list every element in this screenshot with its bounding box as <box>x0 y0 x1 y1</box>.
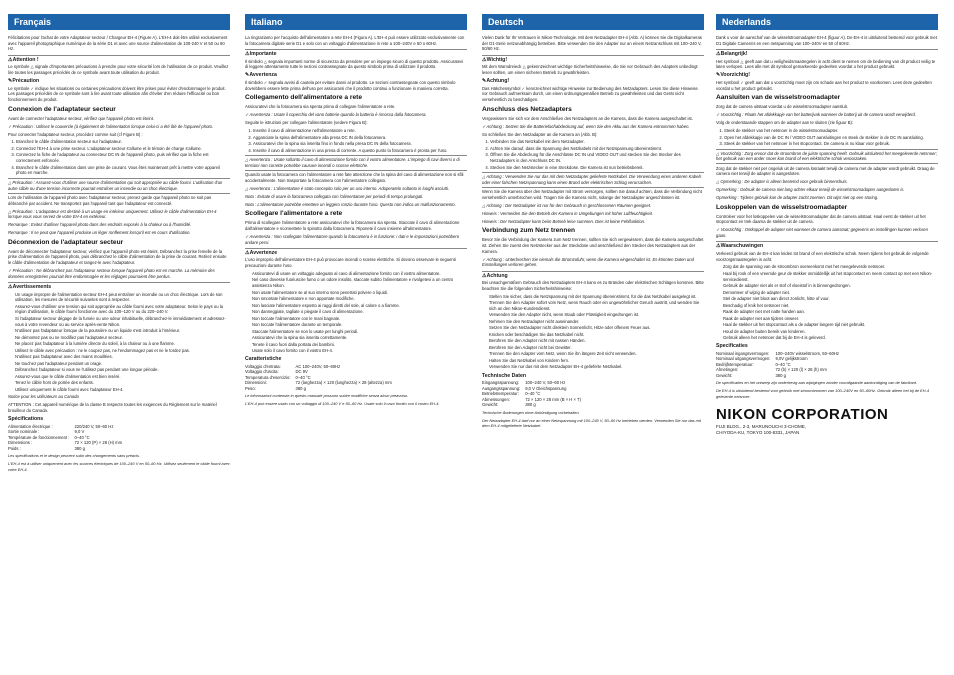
list-item: • Non lasciate l'alimentatore esposto ai raggi diretti del sole, al calore o a fiamme. <box>252 303 467 309</box>
note-text: ✓ Précaution : Ne débranchez pas l'adaptateur secteur lorsque l'appareil photo est en marche. La mémoire des données enregistrées pourrait être endommagée et les réglages pourraient être perdus. <box>8 268 215 279</box>
body-paragraph: Controleer voor het loskoppelen van de wisselstroomadapter dat de camera uitstaat. Haal eerst de stekker uit het stopcontact en trek daarna de stekker uit de camera. <box>716 213 926 225</box>
list-item: • Setzen Sie den Netzadapter nicht direktem Sonnenlicht, Hitze oder offenem Feuer aus. <box>489 325 704 331</box>
list-item: 4. Branchez le câble d'alimentation dans une prise de courant. Vous êtes maintenant prêt à mettre votre appareil photo en marche. <box>16 165 230 176</box>
list-item: 1. Steek de stekker van het netsnoer in de wisselstroomadapter. <box>724 128 938 134</box>
spec-label: Alimentation électrique : <box>8 423 53 429</box>
body-paragraph: Das Häkchensymbol ✓ kennzeichnet wichtige Hinweise zur Bedienung des Netzadapters. Lesen Sie diese Hinweise vor Gebrauch aufmerksam durch, um einen ordnungsgemäßen Betrieb zu gewährleisten und das Gerät nicht versehentlich zu beschädigen. <box>482 85 698 103</box>
warning-heading: ⚠ Attention ! <box>8 55 230 64</box>
list-item: • Utilisez uniquement le câble fourni avec l'adaptateur EH-4. <box>15 387 230 393</box>
list-item: • N'utilisez pas l'adaptateur avec des mains mouillées. <box>15 354 230 360</box>
note-text: Remarque : Il se peut que l'appareil produise un léger ronflement lorsqu'il est en cours d'utilisation. <box>8 230 191 236</box>
spec-value: 9,0 V Gleichspannung <box>525 385 567 391</box>
spec-label: Sortie nominale : <box>8 429 40 435</box>
specifications-table <box>8 424 127 452</box>
spec-label: Bedrijfstemperatuur: <box>716 361 754 367</box>
body-paragraph: Dank u voor de aanschaf van de wisselstroomadapter EH-4 (figuur A). De EH-4 is uitsluitend bestemd voor gebruik met D1 Digitale Camera's en een netspanning van 100–240V en 50 of 60Hz. <box>716 35 937 46</box>
numbered-list <box>716 128 938 147</box>
caution-box: △ Voorzichtig : Zorg ervoor dat de stroombron de juiste spanning heeft. Gebruik uitsluitend het meegeleverde netsnoer; het gebruik van een ander snoer kan brand of een elektrische schok veroorzaken. <box>716 149 938 164</box>
spec-value: 0–40 °C <box>775 361 791 367</box>
body-paragraph: Quando usate la fotocamera con l'alimentatore a rete fate attenzione che la spina del cavo di alimentazione non si sfili accidentalmente. Non trasportate la fotocamera con l'alimentatore collegato. <box>245 172 464 183</box>
spec-value: 100–240V wisselstroom, 50–60Hz <box>775 350 840 356</box>
spec-row <box>245 386 397 392</box>
body-paragraph: La ringraziamo per l'acquisto dell'alimentatore a rete EH-4 (Figura A). L'EH-4 può essere utilizzato esclusivamente con la fotocamera digitale serie D1 e solo con un voltaggio d'alimentazione in rete a 100–240V e 50 o 60Hz. <box>245 35 465 46</box>
spec-value: 380 g <box>74 445 85 451</box>
list-item: 2. Achten Sie darauf, dass die Spannung des Netzkabels mit der Netzspannung übereinstimmt. <box>490 146 704 152</box>
body-paragraph: L'uso improprio dell'alimentatore EH-4 può provocare incendi o scosse elettriche. Si devono osservare le seguenti precauzioni durante l'uso. <box>245 257 456 269</box>
list-item: • Non usate l'alimentatore se al suo interno sono penetrati polvere o liquidi. <box>252 290 467 296</box>
list-item: • Raak de adapter niet met natte handen aan. <box>723 309 938 315</box>
brand-logo: NIKON CORPORATION <box>716 405 889 423</box>
note-text: Opmerking : Tijdens gebruik kan de adapter zacht zoemen. Dit wijst niet op een storing. <box>716 195 879 201</box>
column-deutsch <box>482 14 704 669</box>
list-item: • Assurez-vous d'utiliser une tension qui soit appropriée au câble fourni avec votre adaptateur. Selon le pays ou la région d'utilisation, le câble fourni fonctionne avec du 100–120 V ou du 220–240 V. <box>15 304 230 315</box>
spec-value: 0–40 °C <box>525 391 541 397</box>
caution-heading: ✎ Achtung! <box>482 78 704 85</box>
specifications-table <box>716 351 844 379</box>
footnote-text: Les spécifications et le design peuvent subir des changements sans préavis. <box>8 453 140 459</box>
spec-label: Peso: <box>245 385 256 391</box>
note-text: Nota : L'alimentatore potrebbe emettere un leggero ronzio durante l'uso. Questo non indica un malfunzionamento. <box>245 201 456 207</box>
caution-box: △ Précaution : Assurez-vous d'utiliser une source d'alimentation qui soit appropriée au câble fourni. L'utilisation d'un autre câble ou d'une tension incorrecte pourrait entraîner un incendie ou un choc électrique. <box>8 178 230 193</box>
subsection-heading: Technische Daten <box>482 372 527 379</box>
list-item: • Trennen Sie den Adapter sofort vom Netz, wenn Rauch oder ein ungewöhnlicher Geruch austritt, und wenden Sie sich an den Nikon-Kundendienst. <box>489 300 704 311</box>
column-header: Deutsch <box>482 14 704 30</box>
column-nederlands <box>716 14 938 669</box>
spec-label: Eingangsspannung: <box>482 380 520 386</box>
section-heading: Collegamento dell'alimentatore a rete <box>245 94 362 102</box>
spec-label: Dimensioni: <box>245 380 267 386</box>
note-text: △ Avvertenza : L'alimentatore è stato concepito solo per un uso interno. Adoperatelo soltanto in luoghi asciutti. <box>245 185 450 191</box>
list-item: • Nel caso dovesse fuoriuscire fumo o un odore insolito, staccate subito l'alimentatore e rivolgetevi a un centro assistenza Nikon. <box>252 277 467 288</box>
list-item: • Beschadig of knik het netsnoer niet. <box>723 303 938 309</box>
body-paragraph: Avant de déconnecter l'adaptateur secteur, vérifiez que l'appareil photo est éteint. Débranchez la prise femelle de la prise d'alimentation de l'appareil photo, puis débranchez le câble d'alimentation de la prise de courant. Retirez ensuite le câble d'alimentation de l'adaptateur et rangez-le avec l'adaptateur. <box>8 248 227 266</box>
warning-heading: ⚠ Importante <box>245 49 467 58</box>
subsection-heading: Caratteristiche <box>245 356 282 363</box>
list-item: 2. Connectez l'EH-4 à une prise secteur. L'adaptateur secteur s'allume et le témoin de charge s'allume. <box>16 146 230 152</box>
list-item: • Si l'adaptateur secteur dégage de la fumée ou une odeur inhabituelle, débranchez-le immédiatement et adressez-vous à votre revendeur ou au service après-vente Nikon. <box>15 316 230 327</box>
list-item: • Utilisez le câble avec précaution : ne le coupez pas, ne l'endommagez pas et ne le tordez pas. <box>15 348 230 354</box>
body-paragraph: Zorg dat de stekker niet per ongeluk uit de camera losraakt terwijl de camera met de adapter wordt gebruikt. Draag de camera niet terwijl de adapter is aangesloten. <box>716 165 935 177</box>
spec-value: AC 100–240V, 50–60Hz <box>295 363 341 369</box>
list-item: • Raak de adapter niet aan tijdens onweer. <box>723 316 938 322</box>
spec-value: 72 (b) × 120 (l) × 28 (h) mm <box>775 367 827 373</box>
caution-heading: ✎ Voorzichtig! <box>716 72 938 79</box>
warning-heading: ⚠ Avvertenze <box>245 248 467 257</box>
caution-box: △ Avvertenza : Usate soltanto il cavo di alimentazione fornito con il vostro alimentatore. L'impiego di cavi diversi o di tensioni non corrette potrebbe causare incendi o scosse elettriche. <box>245 155 467 170</box>
body-paragraph: Seguite le istruzioni per collegare l'alimentatore (vedere Figura B): <box>245 120 368 126</box>
spec-label: Poids : <box>8 445 21 451</box>
body-paragraph: ATTENTION : Cet appareil numérique de la classe B respecte toutes les exigences du Règlement sur le matériel brouilleur du Canada. <box>8 402 217 413</box>
body-paragraph: Bevor Sie die Verbindung der Kamera zum Netz trennen, sollten Sie sich vergewissern, dass die Kamera ausgeschaltet ist. Ziehen Sie zuerst den Netzstecker aus der Steckdose und anschließend den Stecker des Netzadapters aus der Kamera. <box>482 237 704 254</box>
spec-value: 0–40 °C <box>74 434 90 440</box>
numbered-list <box>8 139 230 176</box>
caution-heading: ✎ Précaution <box>8 78 230 85</box>
section-heading: Scollegare l'alimentatore a rete <box>245 210 343 218</box>
spec-label: Nominaal ingangsvermogen: <box>716 350 770 356</box>
spec-row <box>482 402 586 408</box>
list-item: 3. Öffnen Sie die Abdeckung für die Anschlüsse DC IN und VIDEO OUT und stecken Sie den Stecker des Netzadapters in den Anschluss DC IN. <box>490 152 704 163</box>
spec-value: 72 × 120 × 28 mm (B × H × T) <box>525 396 581 402</box>
section-heading: Verbindung zum Netz trennen <box>482 227 576 235</box>
column-body <box>245 35 467 407</box>
list-item: • Ne démontez pas ou ne modifiez pas l'adaptateur secteur. <box>15 335 230 341</box>
list-item: • Un usage impropre de l'alimentation secteur EH-4 peut entraîner un incendie ou un choc électrique. Lors de son utilisation, les mesures de sécurité suivantes sont à respecter. <box>15 292 230 303</box>
list-item: 3. Connectez la fiche de l'adaptateur au connecteur DC IN de l'appareil photo, puis vérifiez que la fiche est correctement enfoncée. <box>16 152 230 163</box>
body-paragraph: Mit dem Warndreieck △ gekennzeichnet wichtige Sicherheitshinweise, die Sie vor Gebrauch des Adapters unbedingt lesen sollten, um einen sicheren Betrieb zu gewährleisten. <box>482 64 698 75</box>
spec-label: Gewicht: <box>716 372 733 378</box>
section-heading: Aansluiten van de wisselstroomadapter <box>716 94 841 102</box>
body-paragraph: Verkeerd gebruik van de EH-4 kan leiden tot brand of een elektrische schok. Neem tijdens het gebruik de volgende voorzorgsmaatregelen in acht. <box>716 250 929 262</box>
list-item: • Non danneggiate, tagliate o piegate il cavo di alimentazione. <box>252 309 467 315</box>
note-text: Hinweis : Der Netzadapter kann beim Betrieb leise summen. Dies ist keine Fehlfunktion. <box>482 218 646 224</box>
section-heading: Anschluss des Netzadapters <box>482 105 572 113</box>
list-item: • Ne touchez pas l'adaptateur pendant un orage. <box>15 361 230 367</box>
body-paragraph: Vielen Dank für Ihr Vertrauen in Nikon-Technologie. Mit dem Netzadapter EH-4 (Abb. A) können Sie die Digitalkameras der D1-Serie netzunabhängig betreiben. Bitte verwenden Sie den Adapter nur an einem Netzanschluss mit 100–240 V, 50/60 Hz. <box>482 35 702 52</box>
list-item: • Knicken oder beschädigen Sie das Netzkabel nicht. <box>489 332 704 338</box>
column-body <box>482 35 704 429</box>
list-item: • Zorg dat de spanning van de stroombron overeenkomt met het meegeleverde netsnoer. <box>723 264 938 270</box>
body-paragraph: Lors de l'utilisation de l'appareil photo avec l'adaptateur secteur, prenez garde que l'appareil photo ne soit pas débranché par accident. Ne transportez pas l'appareil tant que l'adaptateur est connecté. <box>8 195 212 206</box>
footnote-text: De specificaties en het ontwerp zijn onderhevig aan wijzigingen zonder voorafgaande aankondiging van de fabrikant. <box>716 380 917 386</box>
bullet-list <box>8 292 230 393</box>
warning-heading: ⚠ Wichtig! <box>482 55 704 64</box>
footnote-text: Technische Änderungen ohne Ankündigung vorbehalten. <box>482 409 580 415</box>
spec-label: Dimensions : <box>8 440 33 446</box>
body-paragraph: Le symbole △ signale d'importantes précautions à prendre pour votre sécurité lors de l'utilisation de ce produit. Veuillez lire toutes les passages précédés de ce symbole avant toute utilisation du produit. <box>8 64 229 75</box>
list-item: 2. Agganciate la spina dell'alimentatore alla presa DC IN della fotocamera. <box>253 135 467 141</box>
warning-heading: ⚠ Waarschuwingen <box>716 241 938 250</box>
caution-box: △ Achtung : Verwenden Sie nur das mit dem Netzadapter gelieferte Netzkabel. Die Verwendung eines anderen Kabels oder einer falschen Netzspannung kann einen Brand oder elektrischen Schlag verursachen. <box>482 172 704 187</box>
body-paragraph: Bei unsachgemäßem Gebrauch des Netzadapters EH-4 kann es zu Bränden oder elektrischen Schlägen kommen. Bitte beachten Sie die folgenden Sicherheitshinweise: <box>482 280 704 291</box>
section-heading: Connexion de l'adaptateur secteur <box>8 105 116 113</box>
list-item: • Stel de adapter niet bloot aan direct zonlicht, hitte of vuur. <box>723 296 938 302</box>
note-text: ✓ Achtung : Setzen Sie die Batteriefachabdeckung auf, wenn Sie den Akku aus der Kamera entnommen haben. <box>482 123 690 129</box>
spec-value: 72 (larghezza) × 120 (lunghezza) × 28 (altezza) mm <box>295 380 392 386</box>
column-italiano <box>245 14 467 669</box>
body-paragraph: Pour connecter l'adaptateur secteur, procédez comme suit (cf Figure B) : <box>8 131 143 137</box>
spec-row <box>8 446 127 452</box>
body-paragraph: Félicitations pour l'achat de votre Adaptateur secteur / Chargeur EH-4 (Figure A). L'EH-4 doit être utilisé exclusivement avec l'appareil photographique numérique de la série D1 et avec une source d'alimentation de 100-240 V et 50 ou 60 Hz. <box>8 35 228 52</box>
column-header: Français <box>8 14 230 30</box>
spec-label: Betriebstemperatur: <box>482 391 519 397</box>
note-text: △ Opmerking : De adapter is alleen bestemd voor gebruik binnenshuis. <box>716 179 848 185</box>
column-francais <box>8 14 230 669</box>
list-item: • Demonteer of wijzig de adapter niet. <box>723 290 938 296</box>
spec-value: 380 g <box>295 385 306 391</box>
specifications-table <box>482 380 586 408</box>
column-body <box>716 35 938 400</box>
subsection-heading: Spécifications <box>8 416 44 423</box>
note-text: ✓ Précaution : Utilisez le couvercle (à également de l'alimentation lorsque celui-ci a été ôté de l'appareil photo. <box>8 123 214 129</box>
list-item: 4. Stecken Sie den Netzstecker in eine Steckdose. Die Kamera ist nun betriebsbereit. <box>490 165 704 171</box>
numbered-list <box>245 128 467 153</box>
list-item: • Non toccate l'alimentatore con le mani bagnate. <box>252 316 467 322</box>
spec-value: 220/240 V, 50–60 Hz <box>74 423 114 429</box>
note-text: Notice pour les utilisateurs au Canada <box>8 394 79 400</box>
column-header: Italiano <box>245 14 467 30</box>
list-item: • Assurez-vous que le câble d'alimentation est bien inséré. <box>15 374 230 380</box>
spec-label: Ausgangsspannung: <box>482 385 521 391</box>
section-heading: Loskoppelen van de wisselstroomadapter <box>716 203 848 211</box>
list-item: • N'utilisez pas l'adaptateur lorsque de la poussière ou un liquide s'est introduit à l'intérieur. <box>15 328 230 334</box>
spec-label: Afmetingen: <box>716 367 739 373</box>
note-text: ✓ Avvertenza : Usate il coperchio del vano batterie quando la batteria è rimossa dalla fotocamera. <box>245 112 427 118</box>
list-item: • Houd de adapter buiten bereik van kinderen. <box>723 329 938 335</box>
note-text: ✓ Voorzichtig : Plaats het afdekkapje van het batterijvak wanneer de batterij uit de camera wordt verwijderd. <box>716 112 917 118</box>
list-item: • Ne placez pas l'adaptateur à la lumière directe du soleil, à la chaleur ou à une flamme. <box>15 341 230 347</box>
list-item: • Staccate l'alimentatore se non lo usate per lunghi periodi. <box>252 329 467 335</box>
list-item: • Tenez le câble hors de portée des enfants. <box>15 380 230 386</box>
note-text: Opmerking : Gebruik de camera niet lang achter elkaar terwijl de wisselstroomadapter aangesloten is. <box>716 187 905 193</box>
list-item: • Halten Sie das Netzkabel von Kindern fern. <box>489 358 704 364</box>
section-heading: Déconnexion de l'adaptateur secteur <box>8 238 124 246</box>
note-text: △ Achtung : Der Netzadapter ist nur für den Gebrauch in geschlossenen Räumen geeignet. <box>482 202 652 208</box>
note-text: ✓ Achtung : Unterbrechen Sie niemals die Stromzufuhr, wenn die Kamera eingeschaltet ist. Es könnten Daten und Einstellungen verloren gehen. <box>482 256 694 268</box>
column-body <box>8 35 230 473</box>
list-item: • Assicuratevi che la spina sia inserita correttamente. <box>252 335 467 341</box>
list-item: • Assicuratevi di usare un voltaggio adeguato al cavo di alimentazione fornito con il vostro alimentatore. <box>252 271 467 277</box>
list-item: 2. Open het afdekkapje van de DC IN / VIDEO OUT aansluitingen en steek de stekker in de DC IN aansluiting. <box>724 135 938 141</box>
footnote-text: De EH-4 is uitsluitend bestemd voor gebruik met stroombronnen van 100–240V en 50–60Hz. Gebruik alleen het bij de EH-4 geleverde netsnoer. <box>716 388 930 400</box>
body-paragraph: Avant de connecter l'adaptateur secteur, vérifiez que l'appareil photo est éteint. <box>8 115 155 121</box>
list-item: • Usate solo il cavo fornito con il vostro EH-4. <box>252 348 467 354</box>
note-text: Hinweis : Vermeiden Sie den Betrieb der Kamera in Umgebungen mit hoher Luftfeuchtigkeit. <box>482 210 653 216</box>
warning-heading: ⚠ Achtung <box>482 271 704 280</box>
spec-value: 380 g <box>775 372 786 378</box>
bullet-list <box>716 264 938 340</box>
list-item: • Non toccate l'alimentatore durante un temporale. <box>252 322 467 328</box>
note-text: △ Précaution : L'adaptateur est destiné à un usage en intérieur uniquement. Utilisez le câble d'alimentation EH-4 lorsque vous vous servez de votre EH-4 en extérieur. <box>8 208 217 220</box>
company-address <box>716 424 938 436</box>
list-item: • Trennen Sie den Adapter vom Netz, wenn Sie ihn längere Zeit nicht verwenden. <box>489 351 704 357</box>
note-text: Nota : Evitate di usare la fotocamera collegata con l'alimentatore per periodi di tempo prolungati. <box>245 193 424 199</box>
list-item: 3. Assicuratevi che la spina sia inserita fino in fondo nella presa DC IN della fotocamera. <box>253 141 467 147</box>
body-paragraph: Assicuratevi che la fotocamera sia spenta prima di collegare l'alimentatore a rete. <box>245 104 396 110</box>
note-text: ✓ Voorzichtig : Ontkoppel de adapter niet wanneer de camera aanstaat; gegevens en instellingen kunnen verloren gaan. <box>716 227 928 239</box>
subsection-heading: Specificaties <box>716 343 748 350</box>
bullet-list <box>482 294 704 370</box>
spec-value: DC 9V <box>295 369 308 375</box>
spec-label: Temperatura d'esercizio: <box>245 374 291 380</box>
list-item: 3. Steek de stekker van het netsnoer in het stopcontact. De camera is nu klaar voor gebruik. <box>724 141 938 147</box>
spec-label: Température de fonctionnement : <box>8 434 70 440</box>
body-paragraph: Zorg dat de camera uitstaat voordat u de wisselstroomadapter aansluit. <box>716 104 848 110</box>
list-item: • Stellen Sie sicher, dass die Netzspannung mit der Spannung übereinstimmt, für die das Netzkabel ausgelegt ist. <box>489 294 704 300</box>
column-header: Nederlands <box>716 14 938 30</box>
body-paragraph: Il simbolo △ segnala importanti norme di sicurezza da prendere per un impiego sicuro di questo prodotto. Assicuratevi di leggere attentamente tutte le sezioni contrassegnate da questo simbolo prima di utilizzare il prodotto. <box>245 58 464 70</box>
body-paragraph: Il simbolo ✓ segnala avvisi di cautela per evitare danni al prodotto. Le sezioni contrassegnate con questo simbolo dovrebbero essere lette prima dell'uso per assicurarsi che il prodotto continui a funzionare in maniera corretta. <box>245 80 456 91</box>
numbered-list <box>482 139 704 170</box>
list-item: • Débranchez l'adaptateur si vous ne l'utilisez pas pendant une longue période. <box>15 367 230 373</box>
list-item: • Non smontate l'alimentatore e non apportate modifiche. <box>252 296 467 302</box>
spec-value: 72 × 120 (P) × 28 (H) mm <box>74 440 123 446</box>
list-item: • Verwenden Sie den Adapter nicht, wenn Staub oder Flüssigkeit eingedrungen ist. <box>489 312 704 318</box>
list-item: • Gebruik de adapter niet als er stof of vloeistof in is binnengedrongen. <box>723 283 938 289</box>
list-item: • Berühren Sie den Adapter nicht bei Gewitter. <box>489 345 704 351</box>
body-paragraph: Volg de onderstaande stappen om de adapter aan te sluiten (zie figuur B): <box>716 120 854 126</box>
body-paragraph: Wenn Sie die Kamera über den Netzadapter mit Strom versorgen, sollten Sie darauf achten, dass die Verbindung nicht versehentlich unterbrochen wird. Tragen Sie die Kamera nicht, solange der Netzadapter angeschlossen ist. <box>482 189 702 200</box>
spec-label: Gewicht: <box>482 402 499 408</box>
body-paragraph: So schließen Sie den Netzadapter an die Kamera an (Abb. B): <box>482 131 598 137</box>
note-text: Remarque : Evitez d'utiliser l'appareil photo dans des endroits exposés à la chaleur ou à l'humidité. <box>8 222 192 228</box>
list-item: • Haal bij rook of een vreemde geur de stekker onmiddellijk uit het stopcontact en neem contact op met een Nikon-servicedienst. <box>723 271 938 282</box>
body-paragraph: Vergewissern Sie sich vor dem Anschließen des Netzadapters an die Kamera, dass die Kamera ausgeschaltet ist. <box>482 115 693 121</box>
spec-value: 9,0V gelijkstroom <box>775 356 808 362</box>
body-paragraph: Prima di scollegare l'alimentatore a rete assicuratevi che la fotocamera sia spenta. Staccate il cavo di alimentazione dall'alimentatore e sconnettete lo spinotto dalla fotocamera. Riponete il cavo insieme all'alimentatore. <box>245 220 460 231</box>
list-item: • Gebruik alleen het netsnoer dat bij de EH-4 is geleverd. <box>723 335 938 341</box>
warning-heading: ⚠ Belangrijk! <box>716 49 938 58</box>
body-paragraph: Le symbole ✓ indique les situations ou certaines précautions doivent être prises pour éviter d'endommager le produit. Les passages précédés de ce symbole sont à lire avant toute utilisation afin d'éviter d'en réduire l'efficacité ou bon fonctionnement du produit. <box>8 85 226 103</box>
spec-value: 100–240 V, 50–60 Hz <box>525 380 566 386</box>
list-item: 4. Inserite il cavo di alimentazione in una presa di corrente. A questo punto la fotocamera è pronta per l'uso. <box>253 148 467 154</box>
address-line: CHIYODA-KU, TOKYO 100-8331, JAPAN <box>716 429 800 435</box>
warning-heading: ⚠ Avertissements <box>8 282 230 291</box>
caution-heading: ✎ Avvertenza <box>245 72 467 79</box>
list-item: • Berühren Sie den Adapter nicht mit nassen Händen. <box>489 338 704 344</box>
spec-label: Voltaggio d'entrata: <box>245 363 281 369</box>
spec-row <box>716 373 844 379</box>
spec-label: Abmessungen: <box>482 396 510 402</box>
list-item: 1. Branchez le câble d'alimentation secteur sur l'adaptateur. <box>16 139 230 145</box>
spec-value: 9,0 V <box>74 429 85 435</box>
bullet-list <box>245 271 467 354</box>
body-paragraph: Het symbool △ geeft aan dat u veiligheidsmaatregelen in acht dient te nemen om de bediening van dit product veilig te laten verlopen. Lees alle met dit symbool gemarkeerde gedeelten voordat u het product gebruikt. <box>716 58 936 70</box>
specifications-table <box>245 364 397 392</box>
footnote-text: L'EH-4 può essere usato con un voltaggio di 100–240 V e 50–60 Hz. Usate solo il cavo fornito con il vostro EH-4. <box>245 401 440 407</box>
footnote-text: L'EH-4 est à utiliser uniquement avec les sources électriques de 100–240 V en 50–60 Hz. Utilisez seulement le câble fourni avec votre EH-4. <box>8 461 230 472</box>
list-item: • Tenete il cavo fuori dalla portata dei bambini. <box>252 342 467 348</box>
list-item: • Verwenden Sie nur das mit dem Netzadapter EH-4 gelieferte Netzkabel. <box>489 364 704 370</box>
address-line: FUJI BLDG., 2-3, MARUNOUCHI 3-CHOME, <box>716 423 807 429</box>
spec-label: Nominaal uitgangsvermogen: <box>716 356 771 362</box>
body-paragraph: Het symbool ✓ geeft aan dat u voorzichtig moet zijn om schade aan het product te voorkomen. Lees deze gedeelten voordat u het product gebruikt. <box>716 80 932 91</box>
list-item: • Nehmen Sie den Netzadapter nicht auseinander. <box>489 319 704 325</box>
spec-value: 0–40 °C <box>295 374 311 380</box>
footnote-text: Der Netzadapter EH-4 darf nur an einer Netzspannung mit 100–240 V, 50–60 Hz betrieben werden. Verwenden Sie nur das mit dem EH-4 mitgelieferte Netzkabel. <box>482 417 701 429</box>
list-item: 1. Inserite il cavo di alimentazione nell'alimentatore a rete. <box>253 128 467 134</box>
list-item: 1. Verbinden Sie das Netzkabel mit dem Netzadapter. <box>490 139 704 145</box>
spec-label: Voltaggio d'uscita: <box>245 369 279 375</box>
footnote-text: Le informazioni contenute in questo manuale possono subire modifiche senza alcun preavviso. <box>245 393 409 399</box>
note-text: ✓ Avvertenza : Non scollegate l'alimentatore quando la fotocamera è in funzione: i dati e le impostazioni potrebbero andare persi. <box>245 233 460 245</box>
spec-value: 380 g <box>525 402 536 408</box>
list-item: • Haal de stekker uit het stopcontact als u de adapter langere tijd niet gebruikt. <box>723 322 938 328</box>
